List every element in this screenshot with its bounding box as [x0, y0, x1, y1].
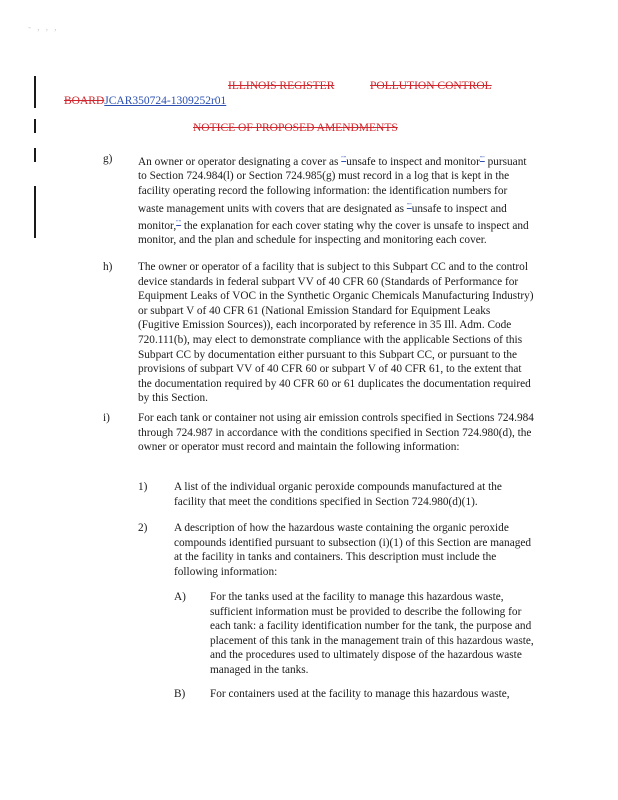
- paragraph-iA: [210, 590, 534, 678]
- notice-title: NOTICE OF PROPOSED AMENDMENTS: [193, 122, 398, 134]
- paragraph-i1: [174, 480, 534, 509]
- text-run: An owner or operator designating a cover as: [138, 155, 342, 168]
- change-bar: [34, 119, 36, 133]
- change-bar: [34, 76, 36, 108]
- paragraph-i-text: For each tank or container not using air emission controls specified in Sections 724.984 through 724.987 in accordance with the conditions specified in Section 724.980(d), the owner or operator must record and maintain the following information:: [138, 412, 534, 454]
- text-run: unsafe to inspect and monitor,: [138, 202, 507, 232]
- text-run: pursuant to Section 724.984(l) or Section 724.985(g) must record in a log that is kept in the facility operating record the following information: the identification numbers for waste management units with covers that are designated as: [138, 155, 527, 215]
- subsection-label-i: i): [103, 412, 110, 424]
- paragraph-h-text: The owner or operator of a facility that is subject to this Subpart CC and to the control device standards in federal subpart VV of 40 CFR 60 (Standards of Performance for Equipment Leaks of VOC in the Synthetic Organic Chemicals Manufacturing Industry) or subpart V of 40 CFR 61 (National Emission Standard for Equipment Leaks (Fugitive Emission Sources)), each incorporated by reference in 35 Ill. Adm. Code 720.111(b), may elect to demonstrate compliance with the applicable Sections of this Subpart CC by documentation either pursuant to this Subpart CC, or pursuant to the provisions of subpart VV of 40 CFR 60 or subpart V of 40 CFR 61, to the extent that the documentation required by 40 CFR 60 or 61 duplicates the documentation required by this Section.: [138, 261, 534, 405]
- board-title: BOARD: [64, 95, 105, 107]
- text-run: unsafe to inspect and monitor: [346, 155, 480, 168]
- paragraph-g: [138, 152, 534, 248]
- deleted-quote: "": [341, 156, 347, 162]
- paragraph-iB-text: For containers used at the facility to manage this hazardous waste,: [210, 688, 510, 700]
- deleted-quote: "": [479, 156, 485, 162]
- subsection-label-A: A): [174, 591, 186, 603]
- jcar-identifier: JCAR350724-1309252r01: [104, 95, 227, 107]
- scan-smudge: - , , ,: [28, 22, 59, 32]
- text-run: the explanation for each cover stating why the cover is unsafe to inspect and monitor, and the plan and schedule for inspecting and monitoring each cover.: [138, 219, 529, 247]
- subsection-label-1: 1): [138, 481, 148, 493]
- pollution-control-title: POLLUTION CONTROL: [370, 80, 492, 92]
- paragraph-i1-text: A list of the individual organic peroxide compounds manufactured at the facility that meet the conditions specified in Section 724.980(d)(1).: [174, 481, 502, 508]
- deleted-quote: "": [176, 219, 182, 226]
- paragraph-i: [138, 411, 534, 455]
- deleted-quote: "": [406, 202, 412, 209]
- subsection-label-g: g): [103, 153, 113, 165]
- change-bar: [34, 186, 36, 238]
- paragraph-i2-text: A description of how the hazardous waste containing the organic peroxide compounds identified pursuant to subsection (i)(1) of this Section are managed at the facility in tanks and containers. This description must include the following information:: [174, 522, 532, 578]
- paragraph-iB: [210, 687, 534, 702]
- register-title: ILLINOIS REGISTER: [228, 80, 335, 92]
- paragraph-i2: [174, 521, 534, 579]
- paragraph-iA-text: For the tanks used at the facility to manage this hazardous waste, sufficient information must be provided to describe the following for each tank: a facility identification number for the tank, the purpose and placement of this tank in the management train of this hazardous waste, and the procedures used to ultimately dispose of the hazardous waste managed in the tanks.: [210, 591, 534, 676]
- subsection-label-2: 2): [138, 522, 148, 534]
- subsection-label-B: B): [174, 688, 186, 700]
- header-line-2: [64, 95, 226, 107]
- paragraph-h: [138, 260, 534, 406]
- change-bar: [34, 148, 36, 162]
- subsection-label-h: h): [103, 261, 113, 273]
